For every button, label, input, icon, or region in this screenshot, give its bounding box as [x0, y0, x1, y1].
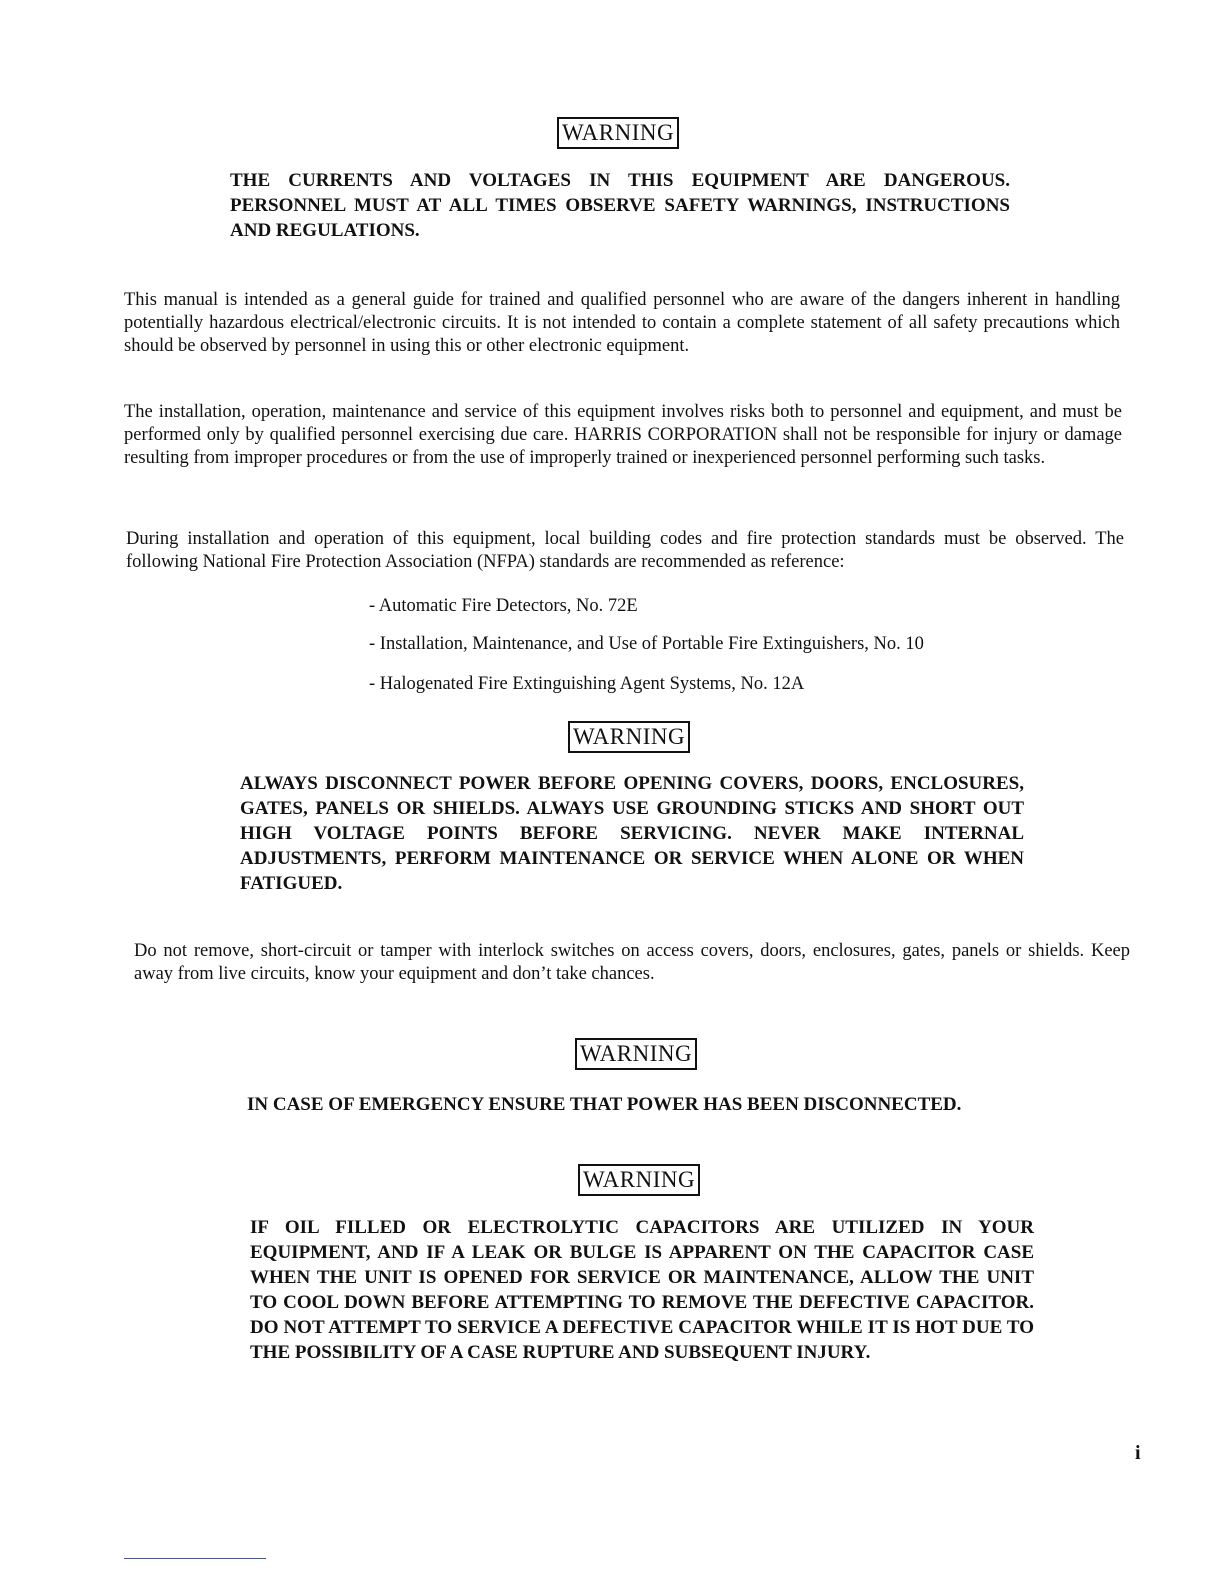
warning-text-3: IN CASE OF EMERGENCY ENSURE THAT POWER HAS BEEN DISCONNECTED.: [247, 1094, 962, 1115]
installation-paragraph: The installation, operation, maintenance and service of this equipment involves risks both to personnel and equipment, and must be performed only by qualified personnel exercising due care. HARRIS CORPORATION shall not be responsible for injury or damage resulting from improper procedures or from the use of improperly trained or inexperienced personnel performing such tasks.: [124, 402, 1122, 468]
nfpa-standard-item: - Installation, Maintenance, and Use of Portable Fire Extinguishers, No. 10: [369, 634, 924, 654]
page-number: i: [1135, 1442, 1141, 1464]
interlock-paragraph: Do not remove, short-circuit or tamper with interlock switches on access covers, doors, enclosures, gates, panels or shields. Keep away from live circuits, know your equipment and don’t take chances.: [134, 941, 1130, 984]
warning-label-2: WARNING: [568, 721, 690, 753]
nfpa-standard-item: - Automatic Fire Detectors, No. 72E: [369, 596, 638, 616]
warning-text-4: IF OIL FILLED OR ELECTROLYTIC CAPACITORS ARE UTILIZED IN YOUR EQUIPMENT, AND IF A LEAK OR BULGE IS APPARENT ON THE CAPACITOR CASE WHEN THE UNIT IS OPENED FOR SERVICE OR MAINTENANCE, ALLOW THE UNIT TO COOL DOWN BEFORE ATTEMPTING TO REMOVE THE DEFECTIVE CAPACITOR. DO NOT ATTEMPT TO SERVICE A DEFECTIVE CAPACITOR WHILE IT IS HOT DUE TO THE POSSIBILITY OF A CASE RUPTURE AND SUBSEQUENT INJURY.: [250, 1217, 1034, 1363]
intro-paragraph: This manual is intended as a general guide for trained and qualified personnel who are aware of the dangers inherent in handling potentially hazardous electrical/electronic circuits. It is not intended to contain a complete statement of all safety precautions which should be observed by personnel in using this or other electronic equipment.: [124, 290, 1120, 356]
warning-label-4: WARNING: [578, 1164, 700, 1196]
warning-text-1: THE CURRENTS AND VOLTAGES IN THIS EQUIPMENT ARE DANGEROUS. PERSONNEL MUST AT ALL TIMES OBSERVE SAFETY WARNINGS, INSTRUCTIONS AND REGULATIONS.: [230, 170, 1010, 241]
warning-label-3: WARNING: [575, 1038, 697, 1070]
fire-codes-paragraph: During installation and operation of this equipment, local building codes and fire protection standards must be observed. The following National Fire Protection Association (NFPA) standards are recommended as reference:: [126, 529, 1124, 572]
warning-label-1: WARNING: [557, 117, 679, 149]
nfpa-standard-item: - Halogenated Fire Extinguishing Agent Systems, No. 12A: [369, 674, 805, 694]
footnote-divider: [124, 1558, 266, 1559]
warning-text-2: ALWAYS DISCONNECT POWER BEFORE OPENING COVERS, DOORS, ENCLOSURES, GATES, PANELS OR SHIELDS. ALWAYS USE GROUNDING STICKS AND SHORT OUT HIGH VOLTAGE POINTS BEFORE SERVICING. NEVER MAKE INTERNAL ADJUSTMENTS, PERFORM MAINTENANCE OR SERVICE WHEN ALONE OR WHEN FATIGUED.: [240, 773, 1024, 894]
